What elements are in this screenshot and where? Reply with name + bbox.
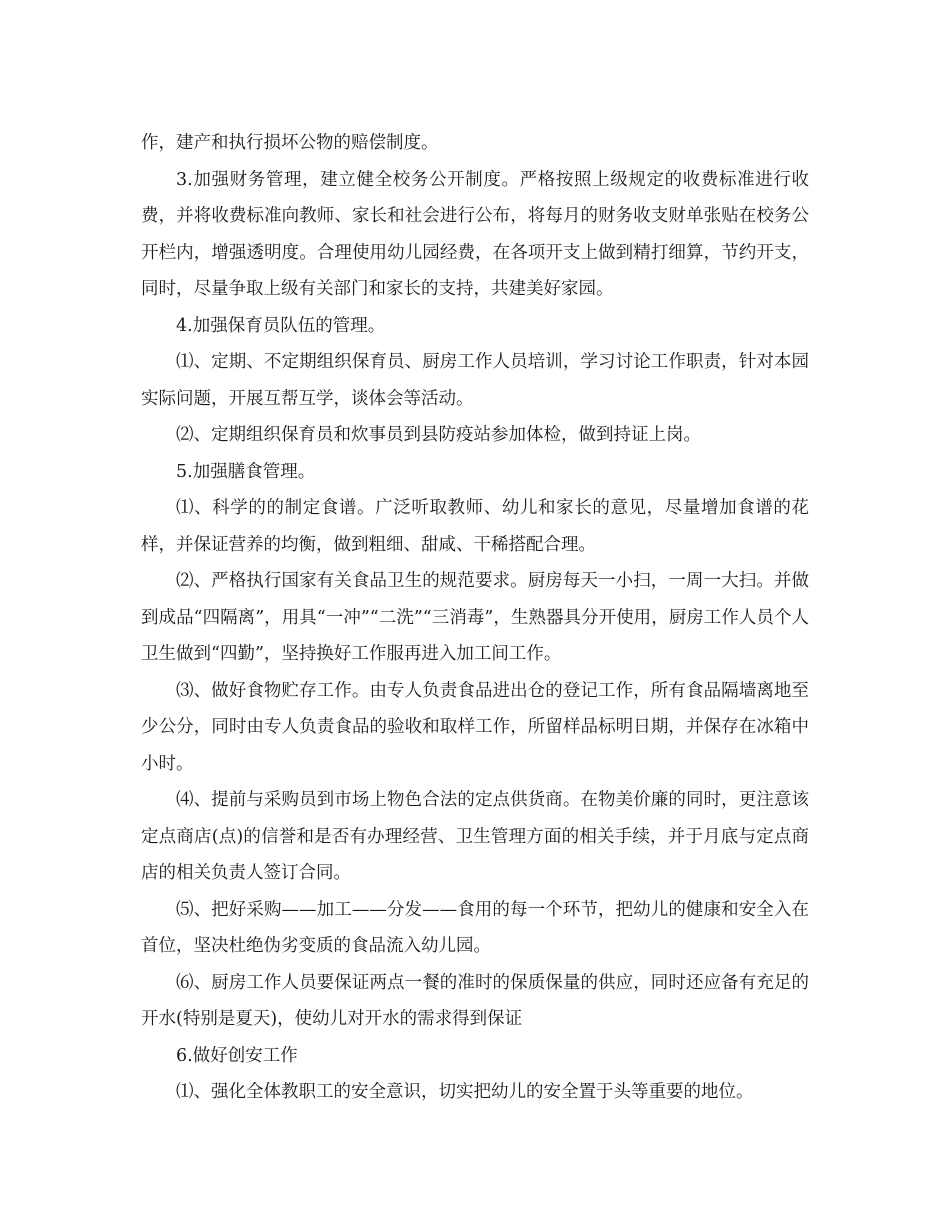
heading-safety-work: 6.做好创安工作 xyxy=(176,1045,298,1066)
paragraph-staff-training: ⑴、定期、不定期组织保育员、厨房工作人员培训，学习讨论工作职责，针对本园实际问题，开展互帮互学，谈体会等活动。 xyxy=(141,352,809,409)
paragraph-kitchen-supply: ⑹、厨房工作人员要保证两点一餐的准时的保质保量的供应，同时还应备有充足的开水(特别是夏天)，使幼儿对开水的需求得到保证 xyxy=(141,972,809,1029)
paragraph-safety-awareness: ⑴、强化全体教职工的安全意识，切实把幼儿的安全置于头等重要的地位。 xyxy=(176,1082,754,1102)
heading-childcare-staff: 4.加强保育员队伍的管理。 xyxy=(176,315,386,336)
paragraph-continuation: 作，建产和执行损坏公物的赔偿制度。 xyxy=(141,133,439,153)
heading-meal-management: 5.加强膳食管理。 xyxy=(176,461,316,482)
paragraph-purchasing-chain: ⑸、把好采购——加工——分发——食用的每一个环节，把幼儿的健康和安全入在首位，坚决杜绝伪劣变质的食品流入幼儿园。 xyxy=(141,899,809,956)
paragraph-food-hygiene: ⑵、严格执行国家有关食品卫生的规范要求。厨房每天一小扫，一周一大扫。并做到成品“四隔离”，用具“一冲”“二洗”“三消毒”，生熟器具分开使用，厨房工作人员个人卫生做到“四勤”，坚持换好工作服再进入加工间工作。 xyxy=(141,571,809,664)
document-body xyxy=(141,125,809,1111)
paragraph-finance-management: 3.加强财务管理，建立健全校务公开制度。严格按照上级规定的收费标准进行收费，并将收费标准向教师、家长和社会进行公布，将每月的财务收支财单张贴在校务公开栏内，增强透明度。合理使用幼儿园经费，在各项开支上做到精打细算，节约开支，同时，尽量争取上级有关部门和家长的支持，共建美好家园。 xyxy=(141,169,809,299)
paragraph-suppliers: ⑷、提前与采购员到市场上物色合法的定点供货商。在物美价廉的同时，更注意该定点商店(点)的信誉和是否有办理经营、卫生管理方面的相关手续，并于月底与定点商店的相关负责人签订合同。 xyxy=(141,790,809,883)
paragraph-staff-health-check: ⑵、定期组织保育员和炊事员到县防疫站参加体检，做到持证上岗。 xyxy=(176,425,701,445)
paragraph-food-storage: ⑶、做好食物贮存工作。由专人负责食品进出仓的登记工作，所有食品隔墙离地至少公分，同时由专人负责食品的验收和取样工作，所留样品标明日期，并保存在冰箱中小时。 xyxy=(141,680,809,774)
paragraph-menu-planning: ⑴、科学的的制定食谱。广泛听取教师、幼儿和家长的意见，尽量增加食谱的花样，并保证营养的均衡，做到粗细、甜咸、干稀搭配合理。 xyxy=(141,498,809,555)
